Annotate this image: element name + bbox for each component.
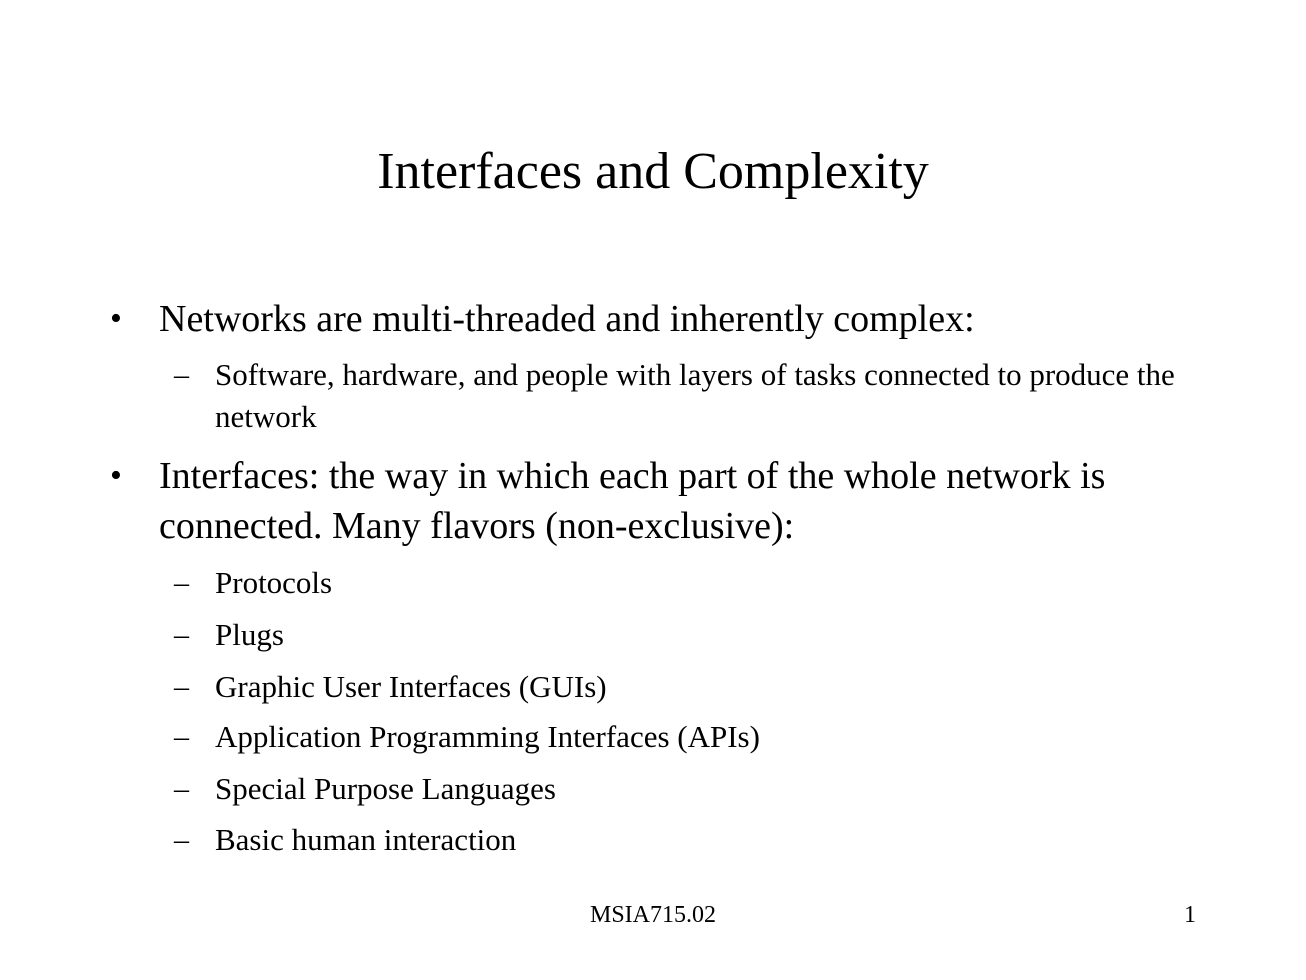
dash-marker: –	[174, 358, 189, 391]
sub-item-text: Special Purpose Languages	[215, 771, 556, 806]
bullet-text: Networks are multi-threaded and inherently complex:	[159, 298, 975, 340]
dash-marker: –	[174, 566, 189, 599]
dash-marker: –	[174, 618, 189, 651]
bullet-marker: •	[110, 300, 122, 337]
dash-marker: –	[174, 772, 189, 805]
dash-marker: –	[174, 823, 189, 856]
sub-item-text: Plugs	[215, 617, 284, 652]
sub-item-text: Software, hardware, and people with layers of tasks connected to produce the network	[215, 357, 1175, 434]
footer-course-code: MSIA715.02	[589, 902, 716, 928]
dash-marker: –	[174, 720, 189, 753]
dash-marker: –	[174, 670, 189, 703]
sub-item-text: Graphic User Interfaces (GUIs)	[215, 669, 607, 704]
footer-page-number: 1	[1184, 902, 1196, 928]
bullet-marker: •	[110, 457, 122, 494]
sub-item-text: Application Programming Interfaces (APIs)	[215, 719, 760, 754]
bullet-text: Interfaces: the way in which each part of the whole network is connected. Many flavors (non-exclusive):	[159, 455, 1106, 547]
slide-title: Interfaces and Complexity	[377, 143, 929, 200]
sub-item-text: Basic human interaction	[215, 822, 517, 857]
sub-item-text: Protocols	[215, 565, 333, 600]
